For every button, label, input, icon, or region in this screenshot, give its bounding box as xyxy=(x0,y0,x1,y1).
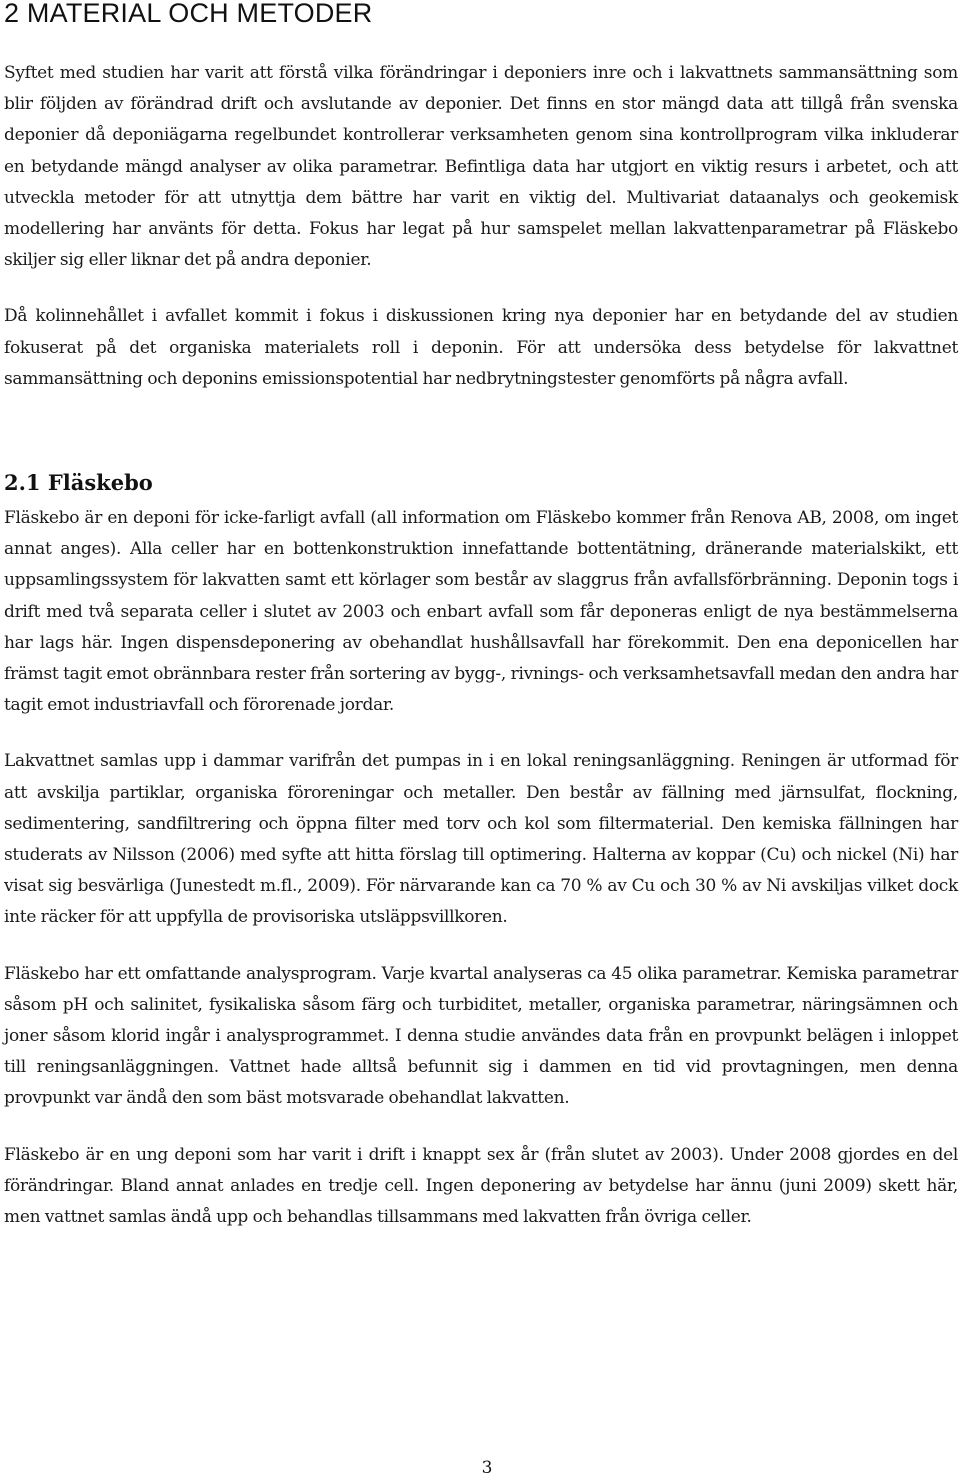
intro-paragraph-carbon: Då kolinnehållet i avfallet kommit i fokus i diskussionen kring nya deponier har en betydande del av studien fokuserat på det organiska materialets roll i deponin. För att undersöka dess betydelse för lakvattnet sammansättning och deponins emissionspotential har nedbrytningstester genomförts på några avfall. xyxy=(4,306,958,389)
section-paragraph-leachate: Lakvattnet samlas upp i dammar varifrån det pumpas in i en lokal reningsanläggning. Reningen är utformad för att avskilja partiklar, organiska föroreningar och metaller. Den består av fällning med järnsulfat, flockning, sedimentering, sandfiltrering och öppna filter med torv och kol som filtermaterial. Den kemiska fällningen har studerats av Nilsson (2006) med syfte att hitta förslag till optimering. Halterna av koppar (Cu) och nickel (Ni) har visat sig besvärliga (Junestedt m.fl., 2009). För närvarande kan ca 70 % av Cu och 30 % av Ni avskiljas vilket dock inte räcker för att uppfylla de provisoriska utsläppsvillkoren. xyxy=(4,751,958,928)
section-paragraph-landfill: Fläskebo är en deponi för icke-farligt avfall (all information om Fläskebo kommer från Renova AB, 2008, om inget annat anges). Alla celler har en bottenkonstruktion innefattande bottentätning, dränerande materialskikt, ett uppsamlingssystem för lakvatten samt ett körlager som består av slaggrus från avfallsförbränning. Deponin togs i drift med två separata celler i slutet av 2003 och enbart avfall som får deponeras enligt de nya bestämmelserna har lags här. Ingen dispensdeponering av obehandlat hushållsavfall har förekommit. Den ena deponicellen har främst tagit emot obrännbara rester från sortering av bygg-, rivnings- och verksamhetsavfall medan den andra har tagit emot industriavfall och förorenade jordar. xyxy=(4,508,958,716)
section-paragraph-analysis: Fläskebo har ett omfattande analysprogram. Varje kvartal analyseras ca 45 olika parametrar. Kemiska parametrar såsom pH och salinitet, fysikaliska såsom färg och turbiditet, metaller, organiska parametrar, näringsämnen och joner såsom klorid ingår i analysprogrammet. I denna studie användes data från en provpunkt belägen i inloppet till reningsanläggningen. Vattnet hade alltså befunnit sig i dammen en tid vid provtagningen, men denna provpunkt var ändå den som bäst motsvarade obehandlat lakvatten. xyxy=(4,963,958,1109)
section-title-flaskebo: 2.1 Fläskebo xyxy=(4,470,153,496)
section-paragraph-history: Fläskebo är en ung deponi som har varit i drift i knappt sex år (från slutet av 2003). Under 2008 gjordes en del förändringar. Bland annat anlades en tredje cell. Ingen deponering av betydelse har ännu (juni 2009) skett här, men vattnet samlas ändå upp och behandlas tillsammans med lakvatten från övriga celler. xyxy=(4,1144,958,1228)
chapter-title: 2 MATERIAL OCH METODER xyxy=(4,0,373,28)
page-number: 3 xyxy=(481,1458,493,1478)
intro-paragraph-aim: Syftet med studien har varit att förstå vilka förändringar i deponiers inre och i lakvattnets sammansättning som blir följden av förändrad drift och avslutande av deponier. Det finns en stor mängd data att tillgå från svenska deponier då deponiägarna regelbundet kontrollerar verksamheten genom sina kontrollprogram vilka inkluderar en betydande mängd analyser av olika parametrar. Befintliga data har utgjort en viktig resurs i arbetet, och att utveckla metoder för att utnyttja dem bättre har varit en viktig del. Multivariat dataanalys och geokemisk modellering har använts för detta. Fokus har legat på hur samspelet mellan lakvattenparametrar på Fläskebo skiljer sig eller liknar det på andra deponier. xyxy=(4,63,958,271)
